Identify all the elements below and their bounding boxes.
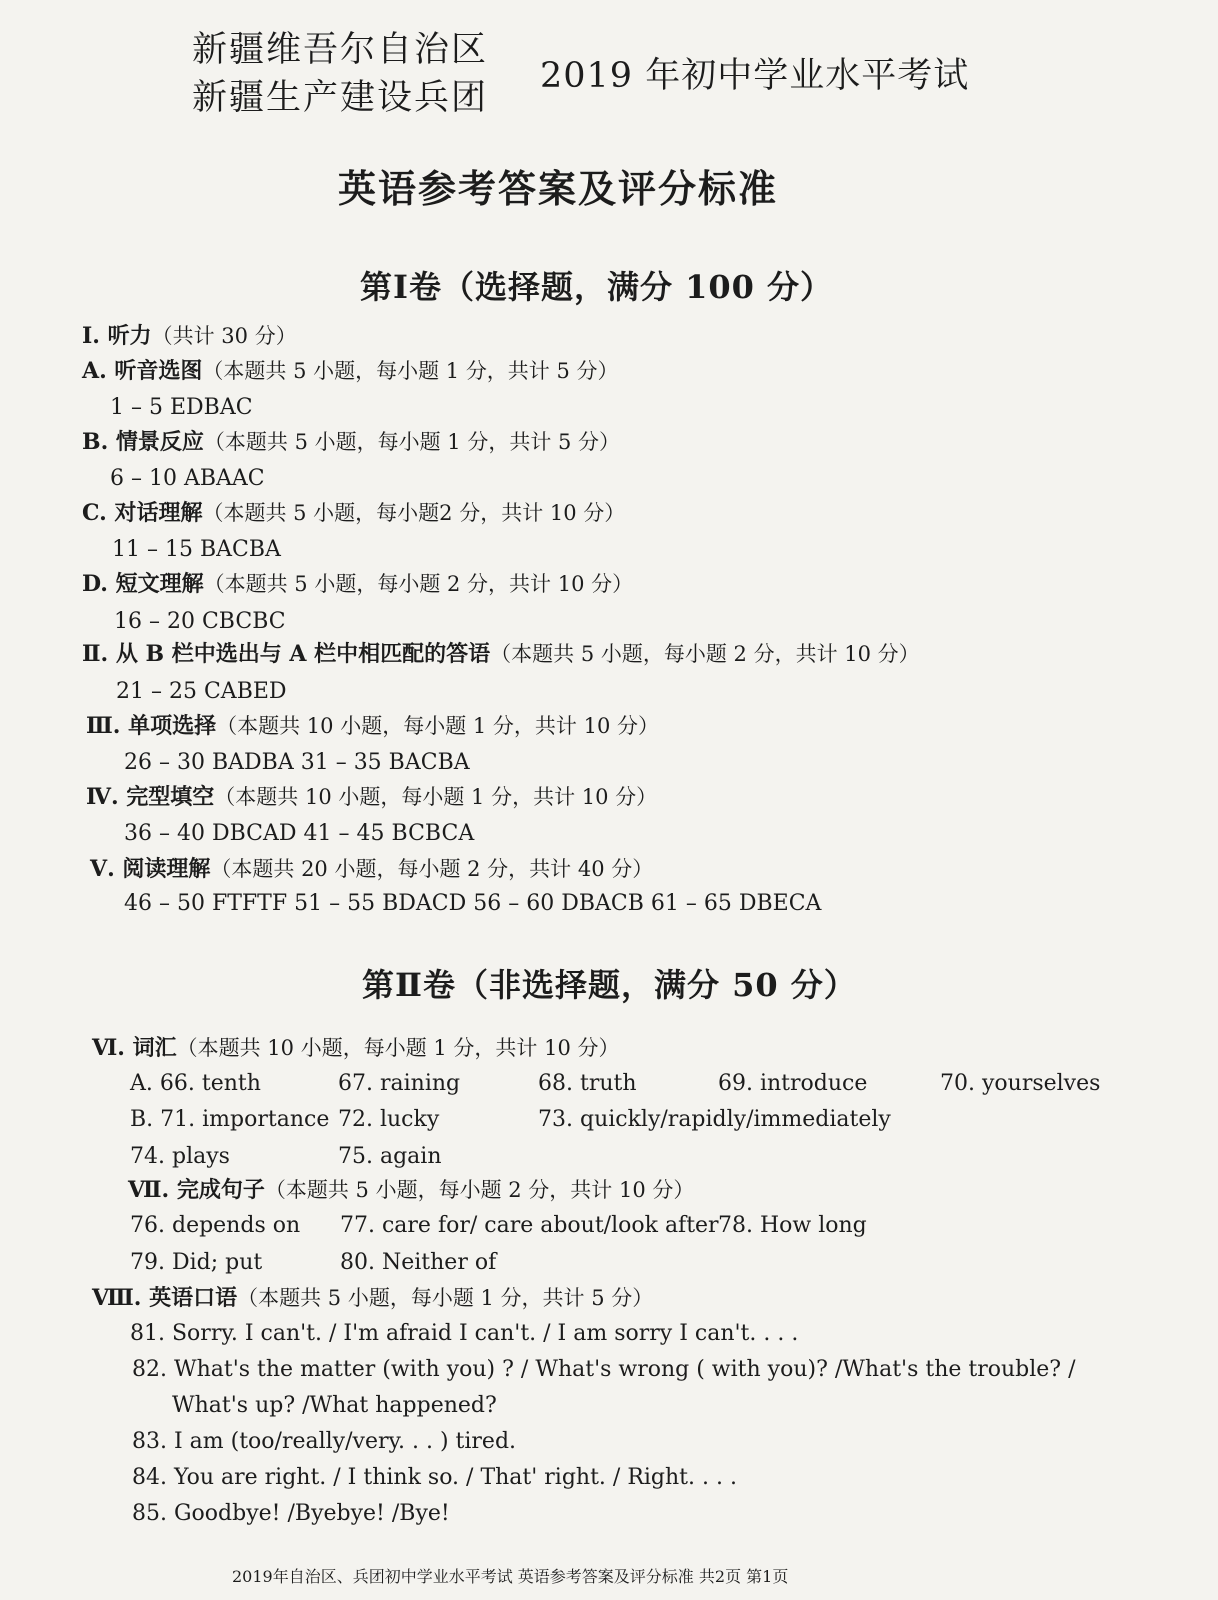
answer-cell: 78. How long	[718, 1213, 867, 1238]
answer-cell: 69. introduce	[718, 1071, 868, 1096]
answer-cell: 68. truth	[538, 1071, 637, 1096]
answer-cell: 75. again	[338, 1144, 442, 1169]
section-scoring-note: （本题共 10 小题，每小题 1 分，共计 10 分）	[214, 785, 658, 809]
answer-cell: 77. care for/ care about/look after	[340, 1213, 719, 1238]
section-scoring-note: （本题共 5 小题，每小题 2 分，共计 10 分）	[203, 572, 634, 596]
section-scoring-note: （共计 30 分）	[151, 324, 297, 348]
answer-line: 1 – 5 EDBAC	[110, 395, 253, 420]
section-label: Ⅳ. 完型填空	[86, 784, 215, 810]
section-label: D. 短文理解	[82, 571, 204, 597]
answer-line: 83. I am (too/really/very. . . ) tired.	[132, 1429, 517, 1454]
section-label: Ⅱ. 从 B 栏中选出与 A 栏中相匹配的答语	[82, 641, 491, 667]
section-label: Ⅶ. 完成句子	[128, 1177, 265, 1203]
section-scoring-note: （本题共 5 小题，每小题 1 分，共计 5 分）	[237, 1286, 654, 1310]
answer-cell: 73. quickly/rapidly/immediately	[538, 1107, 891, 1132]
section-heading	[92, 1034, 619, 1063]
section-label: C. 对话理解	[82, 500, 203, 526]
answer-line: 84. You are right. / I think so. / That' right. / Right. . . .	[132, 1465, 737, 1490]
exam-title: 2019 年初中学业水平考试	[540, 56, 970, 96]
answer-row	[130, 1106, 1130, 1134]
section-label: Ⅰ. 听力	[82, 323, 152, 349]
answer-line: 16 – 20 CBCBC	[114, 609, 286, 634]
answer-line: 11 – 15 BACBA	[112, 537, 281, 562]
answer-line: 26 – 30 BADBA 31 – 35 BACBA	[124, 750, 470, 775]
answer-cell: 74. plays	[130, 1144, 230, 1169]
answer-line: 85. Goodbye! /Byebye! /Bye!	[132, 1501, 450, 1526]
part2-title: 第Ⅱ卷（非选择题，满分 50 分）	[362, 966, 857, 1004]
answer-line: 21 – 25 CABED	[116, 679, 287, 704]
section-scoring-note: （本题共 5 小题，每小题 1 分，共计 5 分）	[202, 359, 619, 383]
section-heading	[86, 712, 659, 741]
issuer-line-1: 新疆维吾尔自治区	[192, 30, 489, 70]
page-footer: 2019年自治区、兵团初中学业水平考试 英语参考答案及评分标准 共2页 第1页	[232, 1567, 789, 1586]
section-label: A. 听音选图	[82, 358, 203, 384]
section-heading	[82, 322, 297, 351]
answer-row	[130, 1212, 1130, 1240]
answer-cell: 67. raining	[338, 1071, 461, 1096]
section-heading	[92, 1284, 653, 1313]
answer-cell: 70. yourselves	[940, 1071, 1101, 1096]
answer-line: 46 – 50 FTFTF 51 – 55 BDACD 56 – 60 DBACB 61 – 65 DBECA	[124, 891, 822, 916]
answer-line: 81. Sorry. I can't. / I'm afraid I can't. / I am sorry I can't. . . .	[130, 1321, 799, 1346]
answer-line: 36 – 40 DBCAD 41 – 45 BCBCA	[124, 821, 475, 846]
section-heading	[90, 855, 653, 884]
section-label: Ⅴ. 阅读理解	[90, 856, 211, 882]
section-scoring-note: （本题共 10 小题，每小题 1 分，共计 10 分）	[216, 714, 659, 738]
answer-row	[130, 1143, 1130, 1171]
answer-cell: 72. lucky	[338, 1107, 440, 1132]
answer-row	[130, 1070, 1130, 1098]
section-scoring-note: （本题共 5 小题，每小题 2 分，共计 10 分）	[264, 1178, 695, 1202]
section-heading	[86, 783, 657, 812]
answer-cell: 79. Did; put	[130, 1250, 263, 1275]
issuer-line-2: 新疆生产建设兵团	[192, 78, 489, 118]
section-heading	[82, 357, 619, 386]
section-scoring-note: （本题共 20 小题，每小题 2 分，共计 40 分）	[210, 857, 654, 881]
section-label: Ⅵ. 词汇	[92, 1035, 177, 1061]
answer-cell: B. 71. importance	[130, 1107, 330, 1132]
answer-row	[130, 1249, 1130, 1277]
answer-cell: 76. depends on	[130, 1213, 301, 1238]
section-scoring-note: （本题共 5 小题，每小题 1 分，共计 5 分）	[203, 430, 621, 454]
section-scoring-note: （本题共 5 小题，每小题2 分，共计 10 分）	[202, 501, 626, 525]
answer-cell: 80. Neither of	[340, 1250, 497, 1275]
document-title: 英语参考答案及评分标准	[338, 166, 779, 211]
section-scoring-note: （本题共 5 小题，每小题 2 分，共计 10 分）	[490, 642, 920, 666]
answer-line: 82. What's the matter (with you) ? / What's wrong ( with you)? /What's the trouble? /	[132, 1357, 1076, 1382]
section-scoring-note: （本题共 10 小题，每小题 1 分，共计 10 分）	[176, 1036, 620, 1060]
answer-cell: A. 66. tenth	[130, 1071, 261, 1096]
part1-title: 第Ⅰ卷（选择题，满分 100 分）	[360, 268, 834, 306]
section-label: B. 情景反应	[82, 429, 204, 455]
section-heading	[82, 428, 620, 457]
section-label: Ⅲ. 单项选择	[86, 713, 217, 739]
section-heading	[82, 570, 633, 599]
answer-line: 6 – 10 ABAAC	[110, 466, 265, 491]
section-heading	[128, 1176, 694, 1205]
section-heading	[82, 499, 625, 528]
section-heading	[82, 640, 920, 669]
section-label: Ⅷ. 英语口语	[92, 1285, 238, 1311]
answer-line: What's up? /What happened?	[172, 1393, 497, 1418]
